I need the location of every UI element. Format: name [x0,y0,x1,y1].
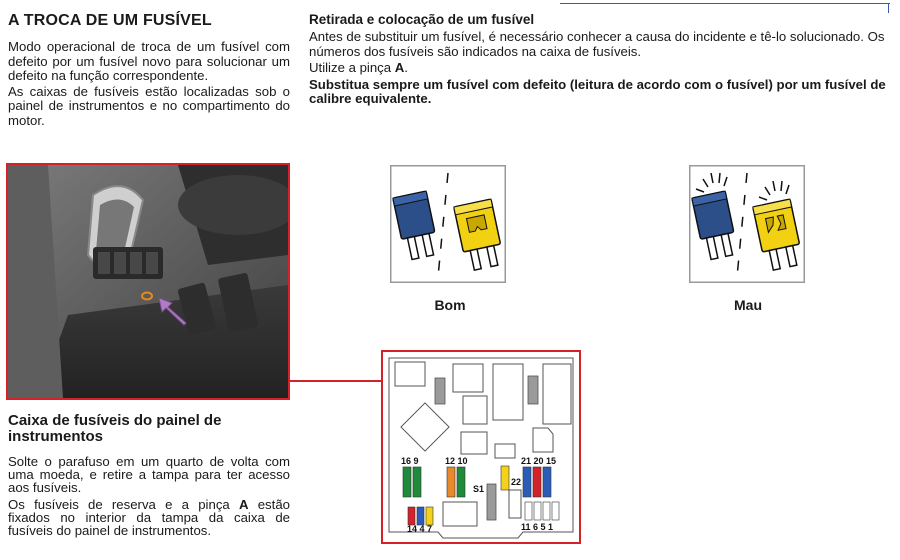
dashboard-paragraph-2 [8,498,290,538]
bad-fuse-illustration [689,165,805,283]
procedure-paragraph-2 [309,61,891,76]
intro-paragraph-1: Modo operacional de troca de um fusível com defeito por um fusível novo para solucionar um defeito na função correspondente. [8,39,290,84]
bad-fuse-label: Mau [734,297,762,313]
fuse-label-14-4-7: 14 4 7 [407,524,433,534]
fuse-label-22: 22 [511,477,522,487]
intro-text [8,40,290,130]
tool-text: Utilize a pinça [309,60,395,76]
header-rule-cap [888,3,889,13]
spare-fuses-text: Os fusíveis de reserva e a pinça [8,496,239,512]
fuse-label-12-10: 12 10 [445,456,468,466]
dashboard-section-title: Caixa de fusíveis do painel de instrumentos [8,412,222,445]
dashboard-paragraph-1: Solte o parafuso em um quarto de volta com uma moeda, e retire a tampa para ter acesso aos fusíveis. [8,454,290,496]
good-fuse-illustration [390,165,506,283]
fuse-box-diagram [381,350,581,544]
good-fuse-label: Bom [434,297,466,313]
header-rule [560,3,890,4]
fuse-label-11-6-5-1: 11 6 5 1 [521,522,554,532]
dashboard-photo [6,163,290,400]
procedure-text [309,30,891,107]
fuse-label-s1: S1 [473,484,485,494]
fuse-label-16-9: 16 9 [401,456,419,466]
intro-paragraph-2: As caixas de fusíveis estão localizadas sob o painel de instrumentos e no compartimento do motor. [8,83,290,128]
warning-paragraph: Substitua sempre um fusível com defeito (leitura de acordo com o fusível) por um fusível de calibre equivalente. [309,76,886,107]
section-title: A TROCA DE UM FUSÍVEL [8,12,212,29]
tool-suffix: . [404,60,408,76]
spare-fuses-suffix: estão fixados no interior da tampa da caixa de fusíveis do painel de instrumentos. [8,496,290,539]
procedure-paragraph-1: Antes de substituir um fusível, é necessário conhecer a causa do incidente e tê-lo solucionado. Os números dos fusíveis são indicados na caixa de fusíveis. [309,29,885,59]
subsection-title: Retirada e colocação de um fusível [309,12,535,27]
tool-letter-2: A [238,496,249,512]
tool-letter: A [394,60,405,76]
dashboard-section-text [8,455,290,540]
callout-connector [290,380,383,382]
fuse-label-21-20-15: 21 20 15 [521,456,557,466]
dashboard-illustration [8,165,288,398]
